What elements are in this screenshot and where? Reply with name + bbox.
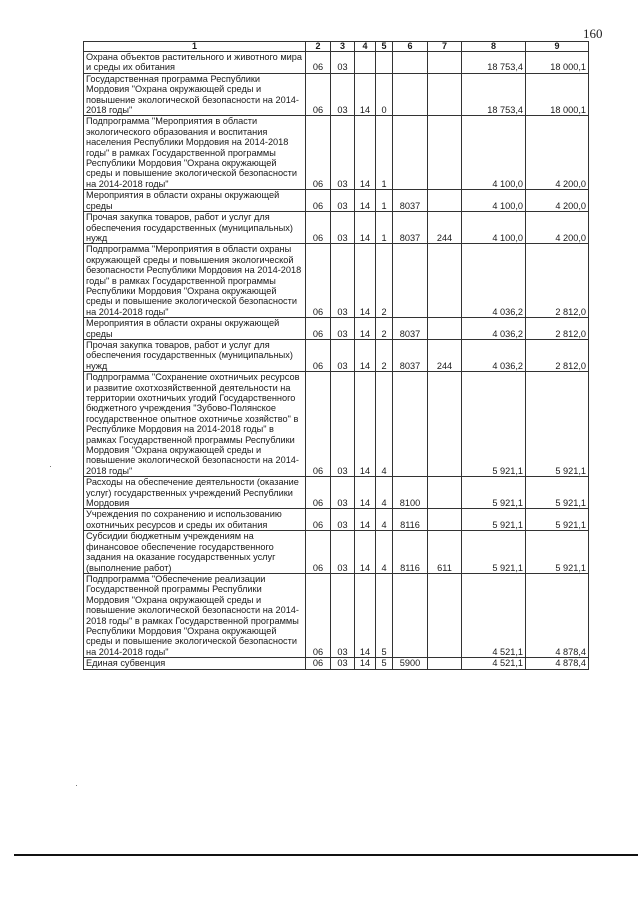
- table-row: [84, 318, 589, 340]
- col-5-cell: 5: [376, 658, 393, 669]
- col-9-value: 5 921,1: [526, 531, 589, 574]
- col-6-cell: [393, 116, 428, 190]
- table-row: [84, 52, 589, 74]
- col-3-cell: 03: [331, 212, 355, 244]
- col-7-cell: 244: [428, 212, 462, 244]
- row-name: Прочая закупка товаров, работ и услуг для обеспечения государственных (муниципальных) нужд: [84, 339, 306, 371]
- col-7-cell: 244: [428, 339, 462, 371]
- col-2-cell: 06: [306, 372, 331, 477]
- table-row: [84, 658, 589, 669]
- col-header-2: 2: [306, 42, 331, 52]
- col-5-cell: [376, 52, 393, 74]
- col-8-value: 5 921,1: [462, 531, 526, 574]
- row-name: Охрана объектов растительного и животного мира и среды их обитания: [84, 52, 306, 74]
- col-header-5: 5: [376, 42, 393, 52]
- col-7-cell: [428, 116, 462, 190]
- table-row: [84, 339, 589, 371]
- col-header-1: 1: [84, 42, 306, 52]
- row-name: Единая субвенция: [84, 658, 306, 669]
- col-3-cell: 03: [331, 244, 355, 318]
- row-name: Подпрограмма "Сохранение охотничьих ресурсов и развитие охотхозяйственной деятельности на территории охотничьих угодий Государственного бюджетного учреждения "Зубово-Полянское государственное опытное охотничье хозяйство" в Республике Мордовия на 2014-2018 годы" в рамках Государственной программы Республики Мордовия "Охрана окружающей среды и повышение экологической безопасности на 2014-2018 годы": [84, 372, 306, 477]
- col-8-value: 18 753,4: [462, 52, 526, 74]
- col-9-value: 5 921,1: [526, 509, 589, 531]
- table-row: [84, 212, 589, 244]
- scan-speck: [50, 466, 51, 467]
- col-6-cell: 8100: [393, 477, 428, 509]
- col-4-cell: 14: [355, 116, 376, 190]
- table-row: [84, 573, 589, 657]
- col-5-cell: 1: [376, 116, 393, 190]
- col-4-cell: 14: [355, 573, 376, 657]
- col-5-cell: 1: [376, 190, 393, 212]
- col-6-cell: 8037: [393, 339, 428, 371]
- col-8-value: 4 100,0: [462, 116, 526, 190]
- col-4-cell: 14: [355, 477, 376, 509]
- col-7-cell: [428, 318, 462, 340]
- col-3-cell: 03: [331, 190, 355, 212]
- col-4-cell: 14: [355, 339, 376, 371]
- table-row: [84, 116, 589, 190]
- col-5-cell: 4: [376, 372, 393, 477]
- col-9-value: 2 812,0: [526, 339, 589, 371]
- col-2-cell: 06: [306, 658, 331, 669]
- col-3-cell: 03: [331, 573, 355, 657]
- col-7-cell: [428, 477, 462, 509]
- col-4-cell: 14: [355, 509, 376, 531]
- col-9-value: 2 812,0: [526, 318, 589, 340]
- col-3-cell: 03: [331, 509, 355, 531]
- col-5-cell: 5: [376, 573, 393, 657]
- col-header-3: 3: [331, 42, 355, 52]
- col-4-cell: 14: [355, 73, 376, 116]
- col-4-cell: 14: [355, 318, 376, 340]
- col-6-cell: [393, 73, 428, 116]
- header-row: [84, 42, 589, 52]
- col-9-value: 5 921,1: [526, 477, 589, 509]
- col-8-value: 4 036,2: [462, 339, 526, 371]
- col-7-cell: 611: [428, 531, 462, 574]
- table-header: [84, 42, 589, 52]
- col-header-7: 7: [428, 42, 462, 52]
- row-name: Подпрограмма "Мероприятия в области экологического образования и воспитания населения Республики Мордовия на 2014-2018 годы" в рамках Государственной программы Республики Мордовия "Охрана окружающей среды и повышение экологической безопасности на 2014-2018 годы": [84, 116, 306, 190]
- col-6-cell: 8116: [393, 509, 428, 531]
- table-row: [84, 73, 589, 116]
- col-3-cell: 03: [331, 477, 355, 509]
- col-9-value: 4 200,0: [526, 116, 589, 190]
- row-name: Мероприятия в области охраны окружающей среды: [84, 318, 306, 340]
- col-9-value: 4 200,0: [526, 190, 589, 212]
- row-name: Субсидии бюджетным учреждениям на финансовое обеспечение государственного задания на оказание государственных услуг (выполнение работ): [84, 531, 306, 574]
- col-8-value: 5 921,1: [462, 372, 526, 477]
- col-5-cell: 4: [376, 509, 393, 531]
- col-8-value: 5 921,1: [462, 477, 526, 509]
- col-2-cell: 06: [306, 212, 331, 244]
- col-2-cell: 06: [306, 190, 331, 212]
- col-5-cell: 2: [376, 318, 393, 340]
- col-8-value: 4 036,2: [462, 318, 526, 340]
- col-8-value: 4 100,0: [462, 190, 526, 212]
- col-3-cell: 03: [331, 658, 355, 669]
- col-7-cell: [428, 372, 462, 477]
- col-9-value: 18 000,1: [526, 52, 589, 74]
- col-5-cell: 2: [376, 244, 393, 318]
- col-5-cell: 1: [376, 212, 393, 244]
- col-6-cell: [393, 573, 428, 657]
- table-body: [84, 52, 589, 670]
- col-8-value: 18 753,4: [462, 73, 526, 116]
- col-5-cell: 4: [376, 477, 393, 509]
- col-header-4: 4: [355, 42, 376, 52]
- col-header-8: 8: [462, 42, 526, 52]
- col-2-cell: 06: [306, 509, 331, 531]
- col-7-cell: [428, 244, 462, 318]
- col-2-cell: 06: [306, 318, 331, 340]
- col-3-cell: 03: [331, 339, 355, 371]
- col-8-value: 4 100,0: [462, 212, 526, 244]
- col-7-cell: [428, 658, 462, 669]
- col-4-cell: 14: [355, 372, 376, 477]
- col-3-cell: 03: [331, 116, 355, 190]
- row-name: Мероприятия в области охраны окружающей среды: [84, 190, 306, 212]
- col-6-cell: 8037: [393, 212, 428, 244]
- col-5-cell: 4: [376, 531, 393, 574]
- col-9-value: 4 200,0: [526, 212, 589, 244]
- col-6-cell: [393, 52, 428, 74]
- col-6-cell: 5900: [393, 658, 428, 669]
- col-4-cell: 14: [355, 658, 376, 669]
- col-7-cell: [428, 190, 462, 212]
- row-name: Расходы на обеспечение деятельности (оказание услуг) государственных учреждений Республики Мордовия: [84, 477, 306, 509]
- col-6-cell: 8116: [393, 531, 428, 574]
- col-9-value: 5 921,1: [526, 372, 589, 477]
- col-2-cell: 06: [306, 244, 331, 318]
- col-6-cell: [393, 372, 428, 477]
- row-name: Государственная программа Республики Мордовия "Охрана окружающей среды и повышение экологической безопасности на 2014-2018 годы": [84, 73, 306, 116]
- col-2-cell: 06: [306, 477, 331, 509]
- page-bottom-rule: [14, 854, 638, 856]
- col-9-value: 4 878,4: [526, 658, 589, 669]
- col-7-cell: [428, 73, 462, 116]
- col-9-value: 18 000,1: [526, 73, 589, 116]
- col-4-cell: 14: [355, 244, 376, 318]
- col-7-cell: [428, 573, 462, 657]
- col-2-cell: 06: [306, 52, 331, 74]
- table-row: [84, 509, 589, 531]
- col-4-cell: [355, 52, 376, 74]
- col-3-cell: 03: [331, 73, 355, 116]
- table-row: [84, 190, 589, 212]
- col-4-cell: 14: [355, 190, 376, 212]
- col-3-cell: 03: [331, 318, 355, 340]
- table-row: [84, 372, 589, 477]
- col-7-cell: [428, 52, 462, 74]
- col-header-9: 9: [526, 42, 589, 52]
- col-5-cell: 0: [376, 73, 393, 116]
- col-4-cell: 14: [355, 531, 376, 574]
- page-number: 160: [583, 26, 603, 41]
- col-2-cell: 06: [306, 73, 331, 116]
- col-8-value: 4 521,1: [462, 658, 526, 669]
- table-row: [84, 531, 589, 574]
- table-row: [84, 244, 589, 318]
- row-name: Подпрограмма "Обеспечение реализации Государственной программы Республики Мордовия "Охрана окружающей среды и повышение экологической безопасности на 2014-2018 годы" в рамках Государственной программы Республики Мордовия "Охрана окружающей среды и повышение экологической безопасности на 2014-2018 годы": [84, 573, 306, 657]
- col-9-value: 2 812,0: [526, 244, 589, 318]
- col-6-cell: [393, 244, 428, 318]
- col-3-cell: 03: [331, 52, 355, 74]
- col-5-cell: 2: [376, 339, 393, 371]
- col-2-cell: 06: [306, 573, 331, 657]
- scan-speck: [76, 785, 77, 786]
- col-6-cell: 8037: [393, 190, 428, 212]
- col-6-cell: 8037: [393, 318, 428, 340]
- col-8-value: 4 036,2: [462, 244, 526, 318]
- col-9-value: 4 878,4: [526, 573, 589, 657]
- col-3-cell: 03: [331, 531, 355, 574]
- col-2-cell: 06: [306, 116, 331, 190]
- col-7-cell: [428, 509, 462, 531]
- col-2-cell: 06: [306, 339, 331, 371]
- budget-table: [83, 41, 589, 670]
- col-4-cell: 14: [355, 212, 376, 244]
- row-name: Прочая закупка товаров, работ и услуг для обеспечения государственных (муниципальных) нужд: [84, 212, 306, 244]
- col-header-6: 6: [393, 42, 428, 52]
- row-name: Подпрограмма "Мероприятия в области охраны окружающей среды и повышения экологической безопасности Республики Мордовия на 2014-2018 годы" в рамках Государственной программы Республики Мордовия "Охрана окружающей среды и повышение экологической безопасности на 2014-2018 годы": [84, 244, 306, 318]
- col-8-value: 4 521,1: [462, 573, 526, 657]
- table-row: [84, 477, 589, 509]
- col-3-cell: 03: [331, 372, 355, 477]
- row-name: Учреждения по сохранению и использованию охотничьих ресурсов и среды их обитания: [84, 509, 306, 531]
- col-2-cell: 06: [306, 531, 331, 574]
- col-8-value: 5 921,1: [462, 509, 526, 531]
